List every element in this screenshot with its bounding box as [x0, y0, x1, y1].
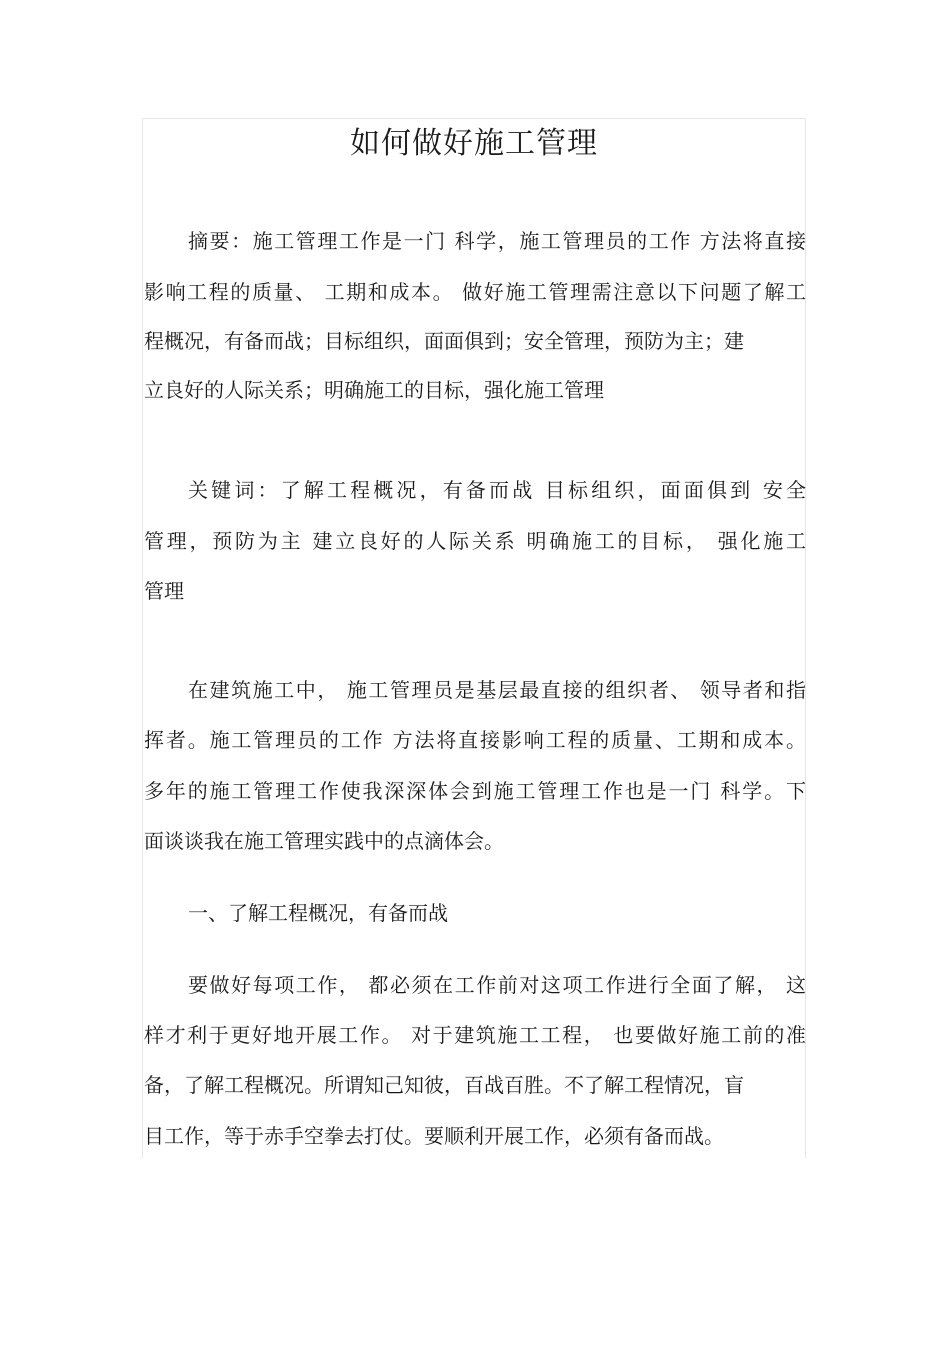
text-line: 管理，预防为主 建立良好的人际关系 明确施工的目标， 强化施工 — [144, 529, 806, 553]
text-line: 目工作，等于赤手空拳去打仗。要顺利开展工作，必须有备而战。 — [144, 1124, 724, 1148]
text-line: 影响工程的质量、 工期和成本。 做好施工管理需注意以下问题了解工 — [144, 280, 806, 304]
text-line: 摘要：施工管理工作是一门 科学，施工管理员的工作 方法将直接 — [188, 229, 806, 253]
text-line: 要做好每项工作， 都必须在工作前对这项工作进行全面了解， 这 — [188, 973, 806, 997]
text-line: 样才利于更好地开展工作。 对于建筑施工工程， 也要做好施工前的准 — [144, 1023, 806, 1047]
page-frame — [142, 118, 806, 1158]
text-line: 一、了解工程概况，有备而战 — [188, 901, 448, 925]
text-line: 管理 — [144, 579, 184, 603]
document-title: 如何做好施工管理 — [350, 126, 598, 161]
text-line: 程概况，有备而战；目标组织，面面俱到；安全管理，预防为主；建 — [144, 329, 744, 353]
text-line: 挥者。施工管理员的工作 方法将直接影响工程的质量、工期和成本。 — [144, 728, 806, 752]
text-line: 关键词：了解工程概况，有备而战 目标组织，面面俱到 安全 — [188, 478, 806, 502]
text-line: 立良好的人际关系；明确施工的目标，强化施工管理 — [144, 378, 604, 402]
text-line: 备，了解工程概况。所谓知己知彼，百战百胜。不了解工程情况，盲 — [144, 1073, 744, 1097]
text-line: 多年的施工管理工作使我深深体会到施工管理工作也是一门 科学。下 — [144, 779, 806, 803]
text-line: 在建筑施工中， 施工管理员是基层最直接的组织者、 领导者和指 — [188, 678, 806, 702]
text-line: 面谈谈我在施工管理实践中的点滴体会。 — [144, 829, 504, 853]
